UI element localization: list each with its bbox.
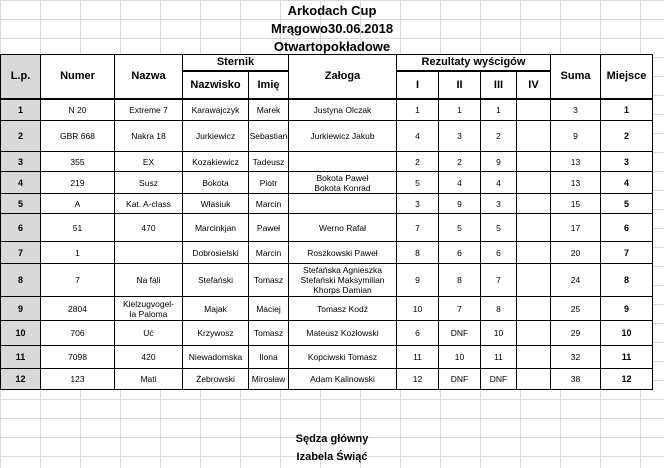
cell-crew: Roszkowski Paweł <box>289 242 397 264</box>
cell-crew: Jurkiewicz Jakub <box>289 121 397 152</box>
cell-lp: 4 <box>1 172 41 194</box>
cell-race-4 <box>517 99 551 121</box>
cell-place: 11 <box>601 346 653 369</box>
cell-surname: Kozakiewicz <box>183 152 249 172</box>
cell-name <box>115 242 183 264</box>
cell-race-3: 4 <box>481 172 517 194</box>
cell-race-1: 4 <box>397 121 439 152</box>
cell-first-name: Marek <box>249 99 289 121</box>
cell-race-4 <box>517 369 551 390</box>
cell-crew <box>289 152 397 172</box>
cell-total: 32 <box>551 346 601 369</box>
cell-name: 470 <box>115 214 183 242</box>
cell-total: 13 <box>551 172 601 194</box>
cell-total: 20 <box>551 242 601 264</box>
header-race-2: II <box>439 71 481 99</box>
cell-place: 10 <box>601 321 653 346</box>
cell-race-1: 8 <box>397 242 439 264</box>
cell-number: 2804 <box>41 297 115 321</box>
cell-place: 8 <box>601 264 653 297</box>
cell-surname: Dobrosielski <box>183 242 249 264</box>
cell-race-3: 10 <box>481 321 517 346</box>
cell-surname: Krzywosz <box>183 321 249 346</box>
cell-race-4 <box>517 121 551 152</box>
cell-crew: Werno Rafał <box>289 214 397 242</box>
header-place: Miejsce <box>601 55 653 99</box>
cell-lp: 10 <box>1 321 41 346</box>
table-row <box>1 121 653 152</box>
cell-total: 25 <box>551 297 601 321</box>
cell-number: GBR 668 <box>41 121 115 152</box>
results-body <box>1 99 653 390</box>
cell-race-1: 9 <box>397 264 439 297</box>
cell-place: 6 <box>601 214 653 242</box>
cell-crew: Bokota Paweł Bokota Konrad <box>289 172 397 194</box>
cell-race-2: 4 <box>439 172 481 194</box>
cell-name: Mati <box>115 369 183 390</box>
cell-race-3: 11 <box>481 346 517 369</box>
cell-surname: Marcinkjan <box>183 214 249 242</box>
cell-name: 420 <box>115 346 183 369</box>
header-number: Numer <box>41 55 115 99</box>
cell-total: 17 <box>551 214 601 242</box>
cell-race-1: 2 <box>397 152 439 172</box>
header-lp: L.p. <box>1 55 41 99</box>
cell-race-2: 5 <box>439 214 481 242</box>
cell-race-3: 3 <box>481 194 517 214</box>
cell-lp: 7 <box>1 242 41 264</box>
cell-total: 29 <box>551 321 601 346</box>
boat-class: Otwartopokładowe <box>273 39 391 54</box>
event-title: Arkodach Cup <box>287 3 377 18</box>
cell-surname: Niewadomska <box>183 346 249 369</box>
cell-race-3: DNF <box>481 369 517 390</box>
table-row <box>1 152 653 172</box>
table-row <box>1 194 653 214</box>
cell-name: Uć <box>115 321 183 346</box>
cell-name: Nakra 18 <box>115 121 183 152</box>
cell-place: 5 <box>601 194 653 214</box>
results-table <box>0 54 653 390</box>
cell-race-1: 12 <box>397 369 439 390</box>
cell-name: Extreme 7 <box>115 99 183 121</box>
cell-place: 1 <box>601 99 653 121</box>
cell-race-3: 2 <box>481 121 517 152</box>
header-race-4: IV <box>517 71 551 99</box>
cell-place: 3 <box>601 152 653 172</box>
cell-lp: 9 <box>1 297 41 321</box>
cell-lp: 1 <box>1 99 41 121</box>
cell-race-1: 11 <box>397 346 439 369</box>
cell-first-name: Marcin <box>249 194 289 214</box>
table-row <box>1 321 653 346</box>
cell-race-1: 1 <box>397 99 439 121</box>
cell-lp: 6 <box>1 214 41 242</box>
cell-number: 355 <box>41 152 115 172</box>
judge-name: Izabela Świąć <box>296 451 368 463</box>
cell-number: 7098 <box>41 346 115 369</box>
table-row <box>1 214 653 242</box>
table-row <box>1 242 653 264</box>
cell-race-1: 3 <box>397 194 439 214</box>
cell-surname: Stefański <box>183 264 249 297</box>
cell-crew: Mateusz Kozłowski <box>289 321 397 346</box>
cell-name: Kielzugvogel- la Paloma <box>115 297 183 321</box>
header-race-3: III <box>481 71 517 99</box>
cell-lp: 3 <box>1 152 41 172</box>
cell-crew: Adam Kalinowski <box>289 369 397 390</box>
cell-race-1: 6 <box>397 321 439 346</box>
cell-number: A <box>41 194 115 214</box>
table-row <box>1 297 653 321</box>
cell-name: Na fali <box>115 264 183 297</box>
cell-first-name: Piotr <box>249 172 289 194</box>
cell-surname: Bokota <box>183 172 249 194</box>
cell-race-4 <box>517 214 551 242</box>
cell-place: 9 <box>601 297 653 321</box>
cell-race-2: 6 <box>439 242 481 264</box>
cell-surname: Własiuk <box>183 194 249 214</box>
cell-surname: Jurkiewicz <box>183 121 249 152</box>
cell-crew <box>289 194 397 214</box>
cell-race-4 <box>517 264 551 297</box>
table-row <box>1 172 653 194</box>
cell-race-3: 9 <box>481 152 517 172</box>
cell-number: 51 <box>41 214 115 242</box>
cell-race-4 <box>517 194 551 214</box>
cell-total: 9 <box>551 121 601 152</box>
cell-lp: 2 <box>1 121 41 152</box>
cell-race-2: 1 <box>439 99 481 121</box>
table-row <box>1 99 653 121</box>
header-results: Rezultaty wyścigów <box>397 55 551 71</box>
cell-race-1: 5 <box>397 172 439 194</box>
header-name: Nazwa <box>115 55 183 99</box>
cell-name: Susz <box>115 172 183 194</box>
cell-race-4 <box>517 152 551 172</box>
cell-race-2: 7 <box>439 297 481 321</box>
judge-role: Sędza główny <box>295 433 369 445</box>
cell-number: N 20 <box>41 99 115 121</box>
cell-crew: Kopciwski Tomasz <box>289 346 397 369</box>
header-race-1: I <box>397 71 439 99</box>
cell-crew: Stefańska Agnieszka Stefański Maksymilian Khorps Damian <box>289 264 397 297</box>
cell-total: 38 <box>551 369 601 390</box>
cell-number: 706 <box>41 321 115 346</box>
cell-first-name: Mirosław <box>249 369 289 390</box>
cell-race-4 <box>517 321 551 346</box>
event-location-date: Mrągowo30.06.2018 <box>270 21 394 36</box>
cell-first-name: Marcin <box>249 242 289 264</box>
cell-race-4 <box>517 172 551 194</box>
cell-race-3: 8 <box>481 297 517 321</box>
cell-total: 13 <box>551 152 601 172</box>
cell-first-name: Tadeusz <box>249 152 289 172</box>
cell-first-name: Paweł <box>249 214 289 242</box>
cell-race-3: 6 <box>481 242 517 264</box>
cell-race-2: DNF <box>439 321 481 346</box>
cell-race-2: 2 <box>439 152 481 172</box>
cell-race-4 <box>517 242 551 264</box>
table-row <box>1 346 653 369</box>
cell-place: 2 <box>601 121 653 152</box>
cell-lp: 12 <box>1 369 41 390</box>
cell-first-name: Maciej <box>249 297 289 321</box>
cell-name: Kat. A-class <box>115 194 183 214</box>
cell-race-3: 5 <box>481 214 517 242</box>
cell-place: 7 <box>601 242 653 264</box>
cell-race-1: 10 <box>397 297 439 321</box>
cell-first-name: Tomasz <box>249 321 289 346</box>
cell-number: 219 <box>41 172 115 194</box>
cell-first-name: Tomasz <box>249 264 289 297</box>
cell-number: 123 <box>41 369 115 390</box>
cell-lp: 11 <box>1 346 41 369</box>
cell-race-2: 10 <box>439 346 481 369</box>
cell-crew: Tomasz Kodź <box>289 297 397 321</box>
cell-surname: Żebrowski <box>183 369 249 390</box>
cell-number: 7 <box>41 264 115 297</box>
cell-first-name: Ilona <box>249 346 289 369</box>
cell-name: EX <box>115 152 183 172</box>
table-row <box>1 369 653 390</box>
cell-total: 3 <box>551 99 601 121</box>
header-total: Suma <box>551 55 601 99</box>
cell-race-2: DNF <box>439 369 481 390</box>
header-crew: Załoga <box>289 55 397 99</box>
cell-race-2: 8 <box>439 264 481 297</box>
header-helmsman: Sternik <box>183 55 289 71</box>
cell-race-3: 7 <box>481 264 517 297</box>
cell-race-4 <box>517 297 551 321</box>
cell-lp: 5 <box>1 194 41 214</box>
cell-race-4 <box>517 346 551 369</box>
cell-race-2: 9 <box>439 194 481 214</box>
cell-number: 1 <box>41 242 115 264</box>
cell-surname: Majak <box>183 297 249 321</box>
cell-first-name: Sebastian <box>249 121 289 152</box>
cell-crew: Justyna Olczak <box>289 99 397 121</box>
cell-total: 24 <box>551 264 601 297</box>
cell-surname: Karawajczyk <box>183 99 249 121</box>
cell-race-1: 7 <box>397 214 439 242</box>
cell-race-2: 3 <box>439 121 481 152</box>
header-surname: Nazwisko <box>183 71 249 99</box>
cell-race-3: 1 <box>481 99 517 121</box>
cell-place: 4 <box>601 172 653 194</box>
header-first-name: Imię <box>249 71 289 99</box>
cell-total: 15 <box>551 194 601 214</box>
cell-place: 12 <box>601 369 653 390</box>
cell-lp: 8 <box>1 264 41 297</box>
table-row <box>1 264 653 297</box>
